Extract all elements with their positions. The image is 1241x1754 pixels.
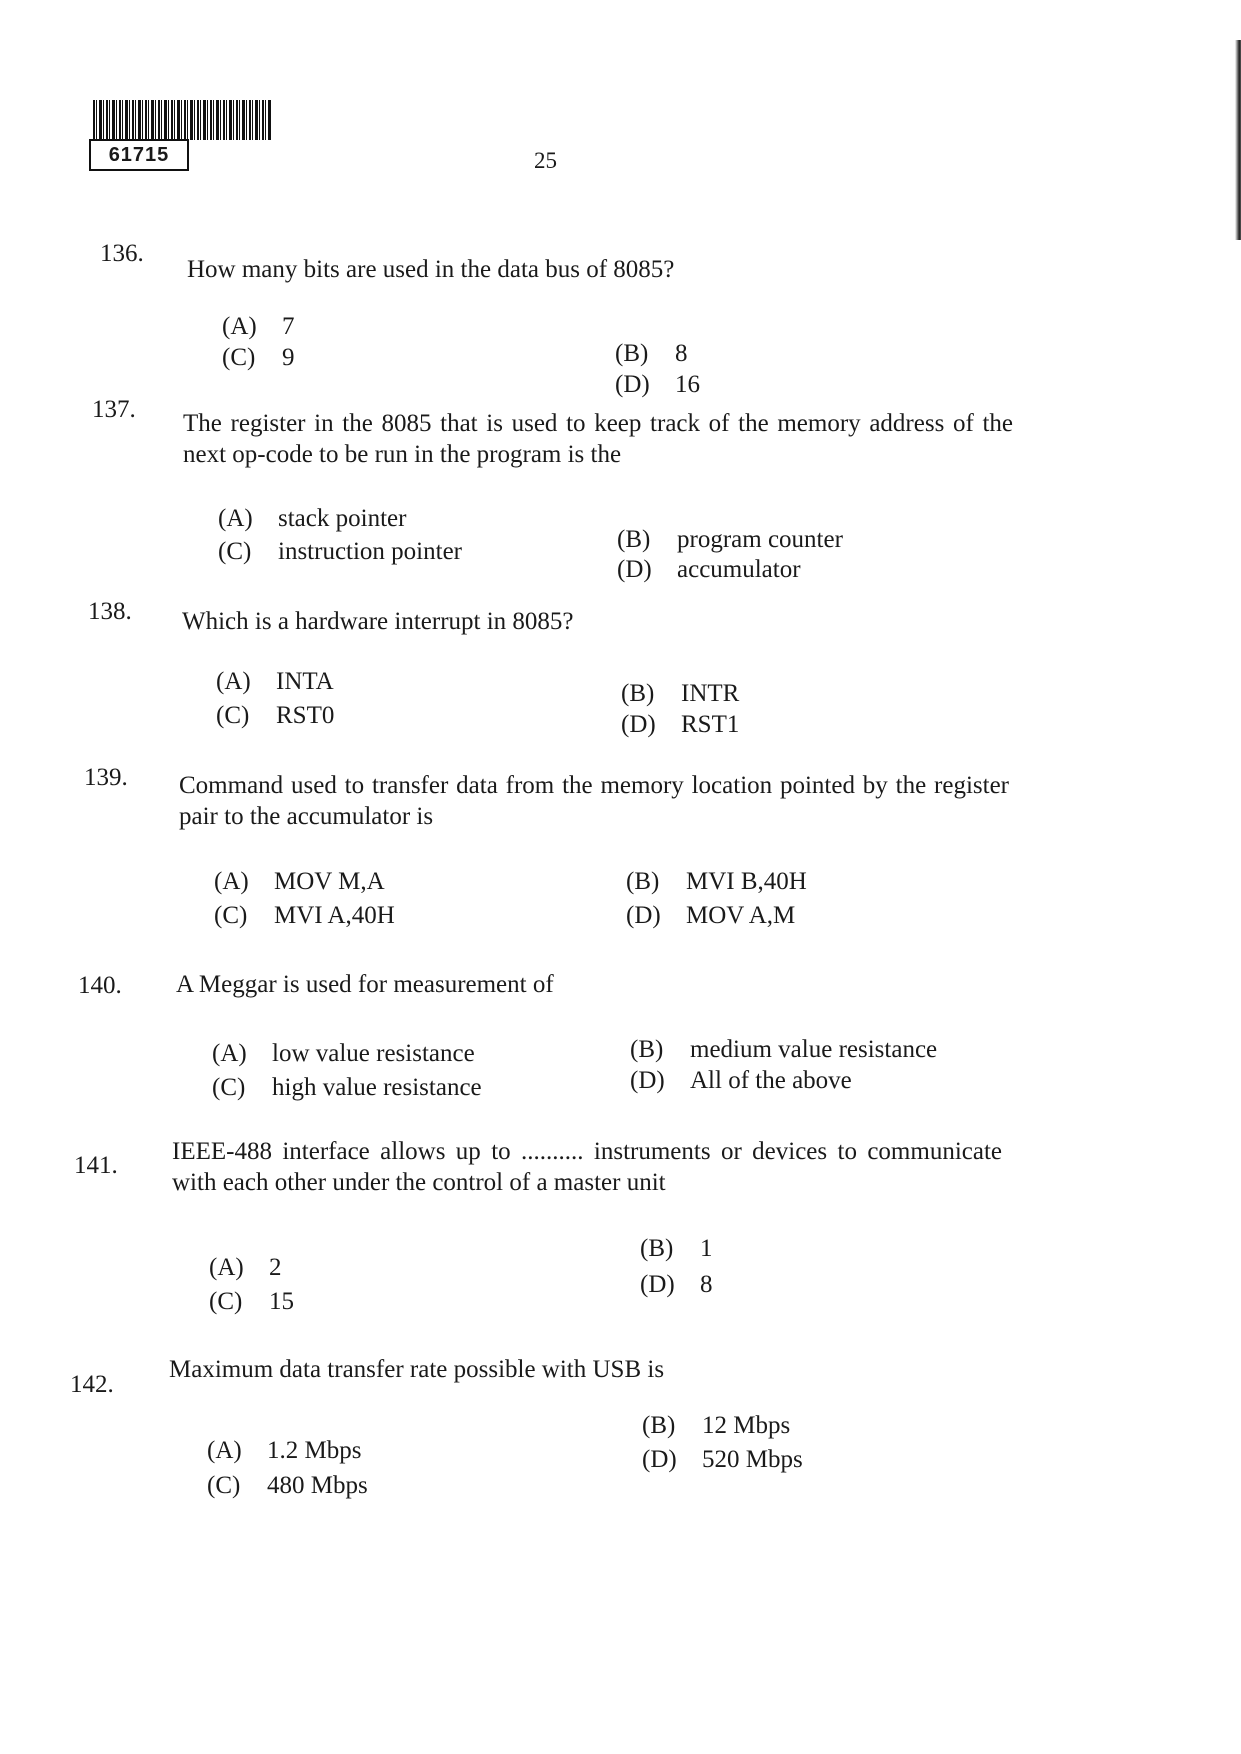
option-text: 7 — [282, 313, 295, 340]
option-letter: (B) — [642, 1412, 676, 1439]
option-text: 480 Mbps — [267, 1472, 368, 1499]
option-d — [640, 1271, 713, 1299]
paper-code: 61715 — [89, 139, 189, 171]
option-b — [640, 1235, 713, 1263]
option-letter: (A) — [222, 313, 257, 340]
question-number: 142. — [70, 1371, 114, 1398]
option-b — [642, 1412, 790, 1440]
option-letter: (C) — [216, 702, 250, 729]
option-text: 8 — [675, 340, 688, 367]
option-letter: (C) — [214, 902, 248, 929]
option-c — [207, 1472, 368, 1500]
option-letter: (B) — [621, 680, 655, 707]
option-text: RST0 — [276, 702, 335, 729]
option-letter: (B) — [626, 868, 660, 895]
question-text: Maximum data transfer rate possible with USB is — [169, 1356, 665, 1383]
scan-page-edge — [1235, 40, 1241, 240]
option-text: MOV M,A — [274, 868, 385, 895]
option-letter: (C) — [222, 344, 256, 371]
option-b — [617, 526, 843, 554]
question-number: 138. — [88, 598, 132, 625]
question-text: Which is a hardware interrupt in 8085? — [182, 608, 574, 635]
option-letter: (D) — [617, 556, 652, 583]
option-text: 8 — [700, 1271, 713, 1298]
question-number: 141. — [74, 1152, 118, 1179]
option-letter: (B) — [640, 1235, 674, 1262]
question-text: IEEE-488 interface allows up to .......... instruments or devices to communicate with each other under the control of a master unit — [172, 1138, 1002, 1196]
question-number: 139. — [84, 764, 128, 791]
option-c — [222, 344, 295, 372]
barcode — [93, 100, 271, 140]
option-b — [626, 868, 807, 896]
option-letter: (D) — [615, 371, 650, 398]
option-text: 1.2 Mbps — [267, 1437, 362, 1464]
option-text: 2 — [269, 1254, 282, 1281]
option-letter: (B) — [615, 340, 649, 367]
option-d — [621, 711, 739, 739]
option-text: accumulator — [677, 556, 801, 583]
option-text: 1 — [700, 1235, 713, 1262]
option-text: MOV A,M — [686, 902, 796, 929]
option-c — [216, 702, 334, 730]
option-text: MVI A,40H — [274, 902, 395, 929]
option-a — [218, 505, 406, 533]
option-letter: (D) — [642, 1446, 677, 1473]
option-b — [615, 340, 688, 368]
option-text: INTA — [276, 668, 334, 695]
option-a — [216, 668, 334, 696]
option-letter: (D) — [630, 1067, 665, 1094]
option-letter: (A) — [209, 1254, 244, 1281]
option-c — [209, 1288, 294, 1316]
option-text: instruction pointer — [278, 538, 462, 565]
option-c — [218, 538, 462, 566]
option-text: low value resistance — [272, 1040, 475, 1067]
option-text: 15 — [269, 1288, 294, 1315]
option-a — [214, 868, 385, 896]
option-letter: (D) — [626, 902, 661, 929]
question-text: The register in the 8085 that is used to keep track of the memory address of the next op-code to be run in the program is the — [183, 410, 1013, 468]
option-text: 520 Mbps — [702, 1446, 803, 1473]
option-letter: (A) — [218, 505, 253, 532]
option-text: INTR — [681, 680, 740, 707]
option-text: MVI B,40H — [686, 868, 807, 895]
option-text: RST1 — [681, 711, 740, 738]
option-a — [212, 1040, 475, 1068]
option-d — [630, 1067, 852, 1095]
option-c — [212, 1074, 482, 1102]
page-number: 25 — [534, 148, 557, 173]
option-text: 9 — [282, 344, 295, 371]
option-letter: (D) — [640, 1271, 675, 1298]
option-letter: (A) — [207, 1437, 242, 1464]
option-c — [214, 902, 395, 930]
option-a — [207, 1437, 361, 1465]
option-d — [626, 902, 795, 930]
option-text: All of the above — [690, 1067, 852, 1094]
question-number: 140. — [78, 972, 122, 999]
option-text: stack pointer — [278, 505, 407, 532]
option-a — [209, 1254, 282, 1282]
option-b — [621, 680, 739, 708]
option-text: medium value resistance — [690, 1036, 938, 1063]
option-text: 16 — [675, 371, 700, 398]
option-letter: (A) — [212, 1040, 247, 1067]
question-text: How many bits are used in the data bus of 8085? — [187, 256, 675, 283]
option-d — [615, 371, 700, 399]
option-letter: (A) — [214, 868, 249, 895]
option-letter: (C) — [209, 1288, 243, 1315]
option-d — [617, 556, 801, 584]
option-d — [642, 1446, 803, 1474]
option-b — [630, 1036, 937, 1064]
option-text: high value resistance — [272, 1074, 482, 1101]
question-number: 136. — [100, 240, 144, 267]
option-letter: (B) — [630, 1036, 664, 1063]
option-letter: (D) — [621, 711, 656, 738]
option-letter: (C) — [218, 538, 252, 565]
option-letter: (A) — [216, 668, 251, 695]
option-text: 12 Mbps — [702, 1412, 791, 1439]
question-number: 137. — [92, 396, 136, 423]
option-text: program counter — [677, 526, 843, 553]
option-letter: (B) — [617, 526, 651, 553]
option-a — [222, 313, 295, 341]
question-text: A Meggar is used for measurement of — [176, 971, 554, 998]
option-letter: (C) — [207, 1472, 241, 1499]
question-text: Command used to transfer data from the memory location pointed by the register pair to the accumulator is — [179, 772, 1009, 830]
option-letter: (C) — [212, 1074, 246, 1101]
